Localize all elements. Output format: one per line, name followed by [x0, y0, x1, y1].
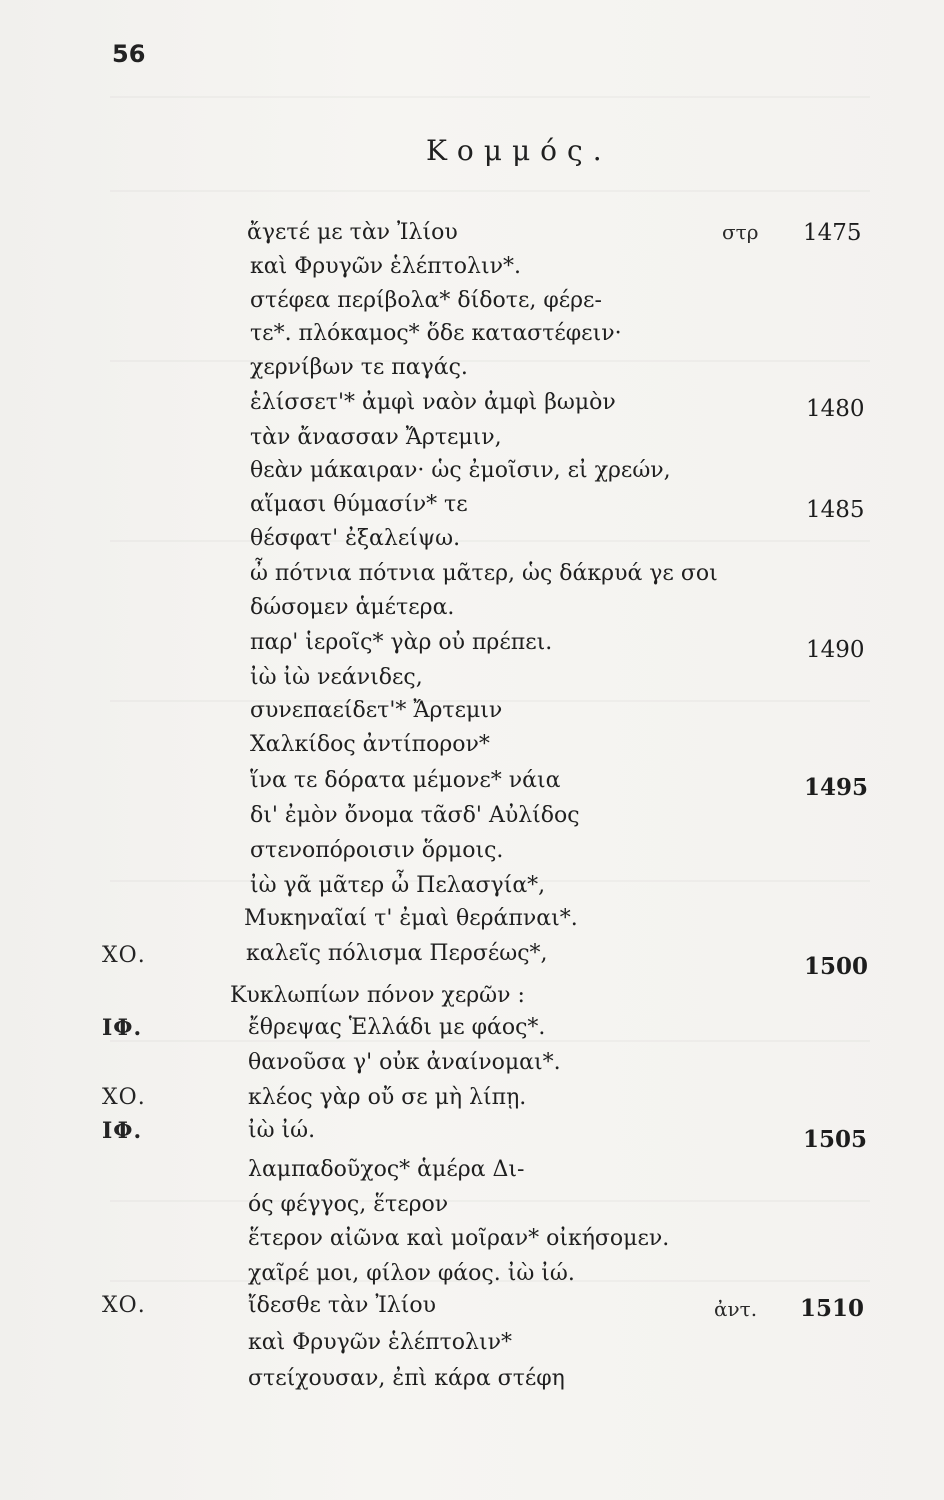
line-number: 1505 — [803, 1126, 868, 1153]
verse-text: κλέος γὰρ οὔ σε μὴ λίπῃ. — [248, 1085, 527, 1110]
verse-text: συνεπαείδετ'* Ἄρτεμιν — [250, 698, 503, 723]
line-number: 1485 — [806, 497, 865, 523]
verse-line — [0, 1366, 944, 1400]
verse-text: καλεῖς πόλισμα Περσέως*, — [246, 941, 548, 966]
verse-text: αἵμασι θύμασίν* τε — [250, 492, 468, 517]
verse-line — [0, 873, 944, 907]
verse-line — [0, 254, 944, 288]
verse-line — [0, 425, 944, 459]
speaker-label: ΧΟ. — [102, 1293, 146, 1318]
verse-line — [0, 595, 944, 629]
verse-line — [0, 1050, 944, 1084]
antistrophe-marker: ἀντ. — [714, 1297, 758, 1321]
verse-text: λαμπαδοῦχος* ἁμέρα Δι- — [248, 1157, 525, 1182]
verse-text: παρ' ἱεροῖς* γὰρ οὐ πρέπει. — [250, 630, 553, 655]
verse-line — [0, 561, 944, 595]
verse-text: ἄγετέ με τὰν Ἰλίου — [247, 220, 458, 245]
line-number: 1490 — [806, 637, 865, 663]
verse-line-1475 — [0, 220, 944, 254]
verse-text: καὶ Φρυγῶν ἑλέπτολιν*. — [250, 254, 521, 279]
verse-text: χαῖρέ μοι, φίλον φάος. ἰὼ ἰώ. — [248, 1261, 575, 1286]
section-title: Κομμός. — [426, 134, 612, 167]
verse-text: καὶ Φρυγῶν ἑλέπτολιν* — [248, 1330, 512, 1355]
strophe-marker: στρ — [722, 220, 759, 244]
verse-line — [0, 288, 944, 322]
verse-line — [0, 526, 944, 560]
verse-text: θέσφατ' ἐξαλείψω. — [250, 526, 461, 551]
verse-line — [0, 1261, 944, 1295]
speaker-label: ΙΦ. — [102, 1118, 143, 1144]
verse-text: δώσομεν ἁμέτερα. — [250, 595, 455, 620]
speaker-label: ΧΟ. — [102, 943, 146, 968]
verse-line-1505 — [0, 1118, 944, 1152]
verse-line — [0, 1085, 944, 1119]
verse-line — [0, 1157, 944, 1191]
verse-text: τε*. πλόκαμος* ὅδε καταστέφειν· — [250, 321, 622, 346]
verse-text: στενοπόροισιν ὅρμοις. — [250, 838, 504, 863]
line-number: 1500 — [804, 953, 869, 980]
verse-line — [0, 355, 944, 389]
verse-text: θεὰν μάκαιραν· ὡς ἐμοῖσιν, εἰ χρεών, — [250, 458, 671, 483]
verse-line-1485 — [0, 492, 944, 526]
verse-line — [0, 321, 944, 355]
verse-line — [0, 983, 944, 1017]
line-number: 1510 — [800, 1295, 865, 1322]
verse-text: στείχουσαν, ἐπὶ κάρα στέφη — [248, 1366, 565, 1391]
verse-text: ός φέγγος, ἕτερον — [248, 1192, 449, 1217]
line-number: 1495 — [804, 774, 869, 801]
verse-text: ἵνα τε δόρατα μέμονε* νάια — [250, 768, 561, 793]
verse-line — [0, 1192, 944, 1226]
verse-line-1480 — [0, 390, 944, 424]
verse-text: χερνίβων τε παγάς. — [250, 355, 468, 380]
verse-text: δι' ἐμὸν ὄνομα τᾶσδ' Αὐλίδος — [250, 803, 580, 828]
verse-line — [0, 1015, 944, 1049]
speaker-label: ΙΦ. — [102, 1015, 143, 1041]
line-number: 1475 — [803, 220, 862, 246]
verse-text: ἰὼ ἰώ. — [248, 1118, 316, 1143]
verse-line-1495 — [0, 768, 944, 802]
verse-line — [0, 698, 944, 732]
verse-line-1510 — [0, 1293, 944, 1327]
verse-line — [0, 1226, 944, 1260]
verse-text: Μυκηναῖαί τ' ἐμαὶ θεράπναι*. — [244, 906, 578, 931]
verse-line — [0, 665, 944, 699]
verse-text: ἑλίσσετ'* ἀμφὶ ναὸν ἀμφὶ βωμὸν — [250, 390, 616, 415]
verse-text: θανοῦσα γ' οὐκ ἀναίνομαι*. — [248, 1050, 561, 1075]
verse-text: ὦ πότνια πότνια μᾶτερ, ὡς δάκρυά γε σοι — [250, 561, 718, 586]
verse-line — [0, 1330, 944, 1364]
verse-line — [0, 458, 944, 492]
verse-text: ἴδεσθε τὰν Ἰλίου — [248, 1293, 436, 1318]
verse-text: στέφεα περίβολα* δίδοτε, φέρε- — [250, 288, 602, 313]
line-number: 1480 — [806, 396, 865, 422]
verse-line — [0, 906, 944, 940]
verse-line — [0, 838, 944, 872]
verse-text: ἕτερον αἰῶνα καὶ μοῖραν* οἰκήσομεν. — [248, 1226, 670, 1251]
verse-line-1500 — [0, 941, 944, 980]
verse-text: ἰὼ ἰὼ νεάνιδες, — [250, 665, 423, 690]
verse-line — [0, 803, 944, 837]
verse-line-1490 — [0, 630, 944, 664]
verse-text: τὰν ἄνασσαν Ἄρτεμιν, — [250, 425, 502, 450]
speaker-label: ΧΟ. — [102, 1085, 146, 1110]
verse-text: Χαλκίδος ἀντίπορον* — [250, 732, 490, 757]
verse-text: Κυκλωπίων πόνον χερῶν : — [230, 983, 525, 1008]
verse-line — [0, 732, 944, 766]
verse-text: ἔθρεψας Ἑλλάδι με φάος*. — [248, 1015, 546, 1040]
verse-text: ἰὼ γᾶ μᾶτερ ὦ Πελασγία*, — [250, 873, 546, 898]
page-number: 56 — [112, 40, 146, 68]
